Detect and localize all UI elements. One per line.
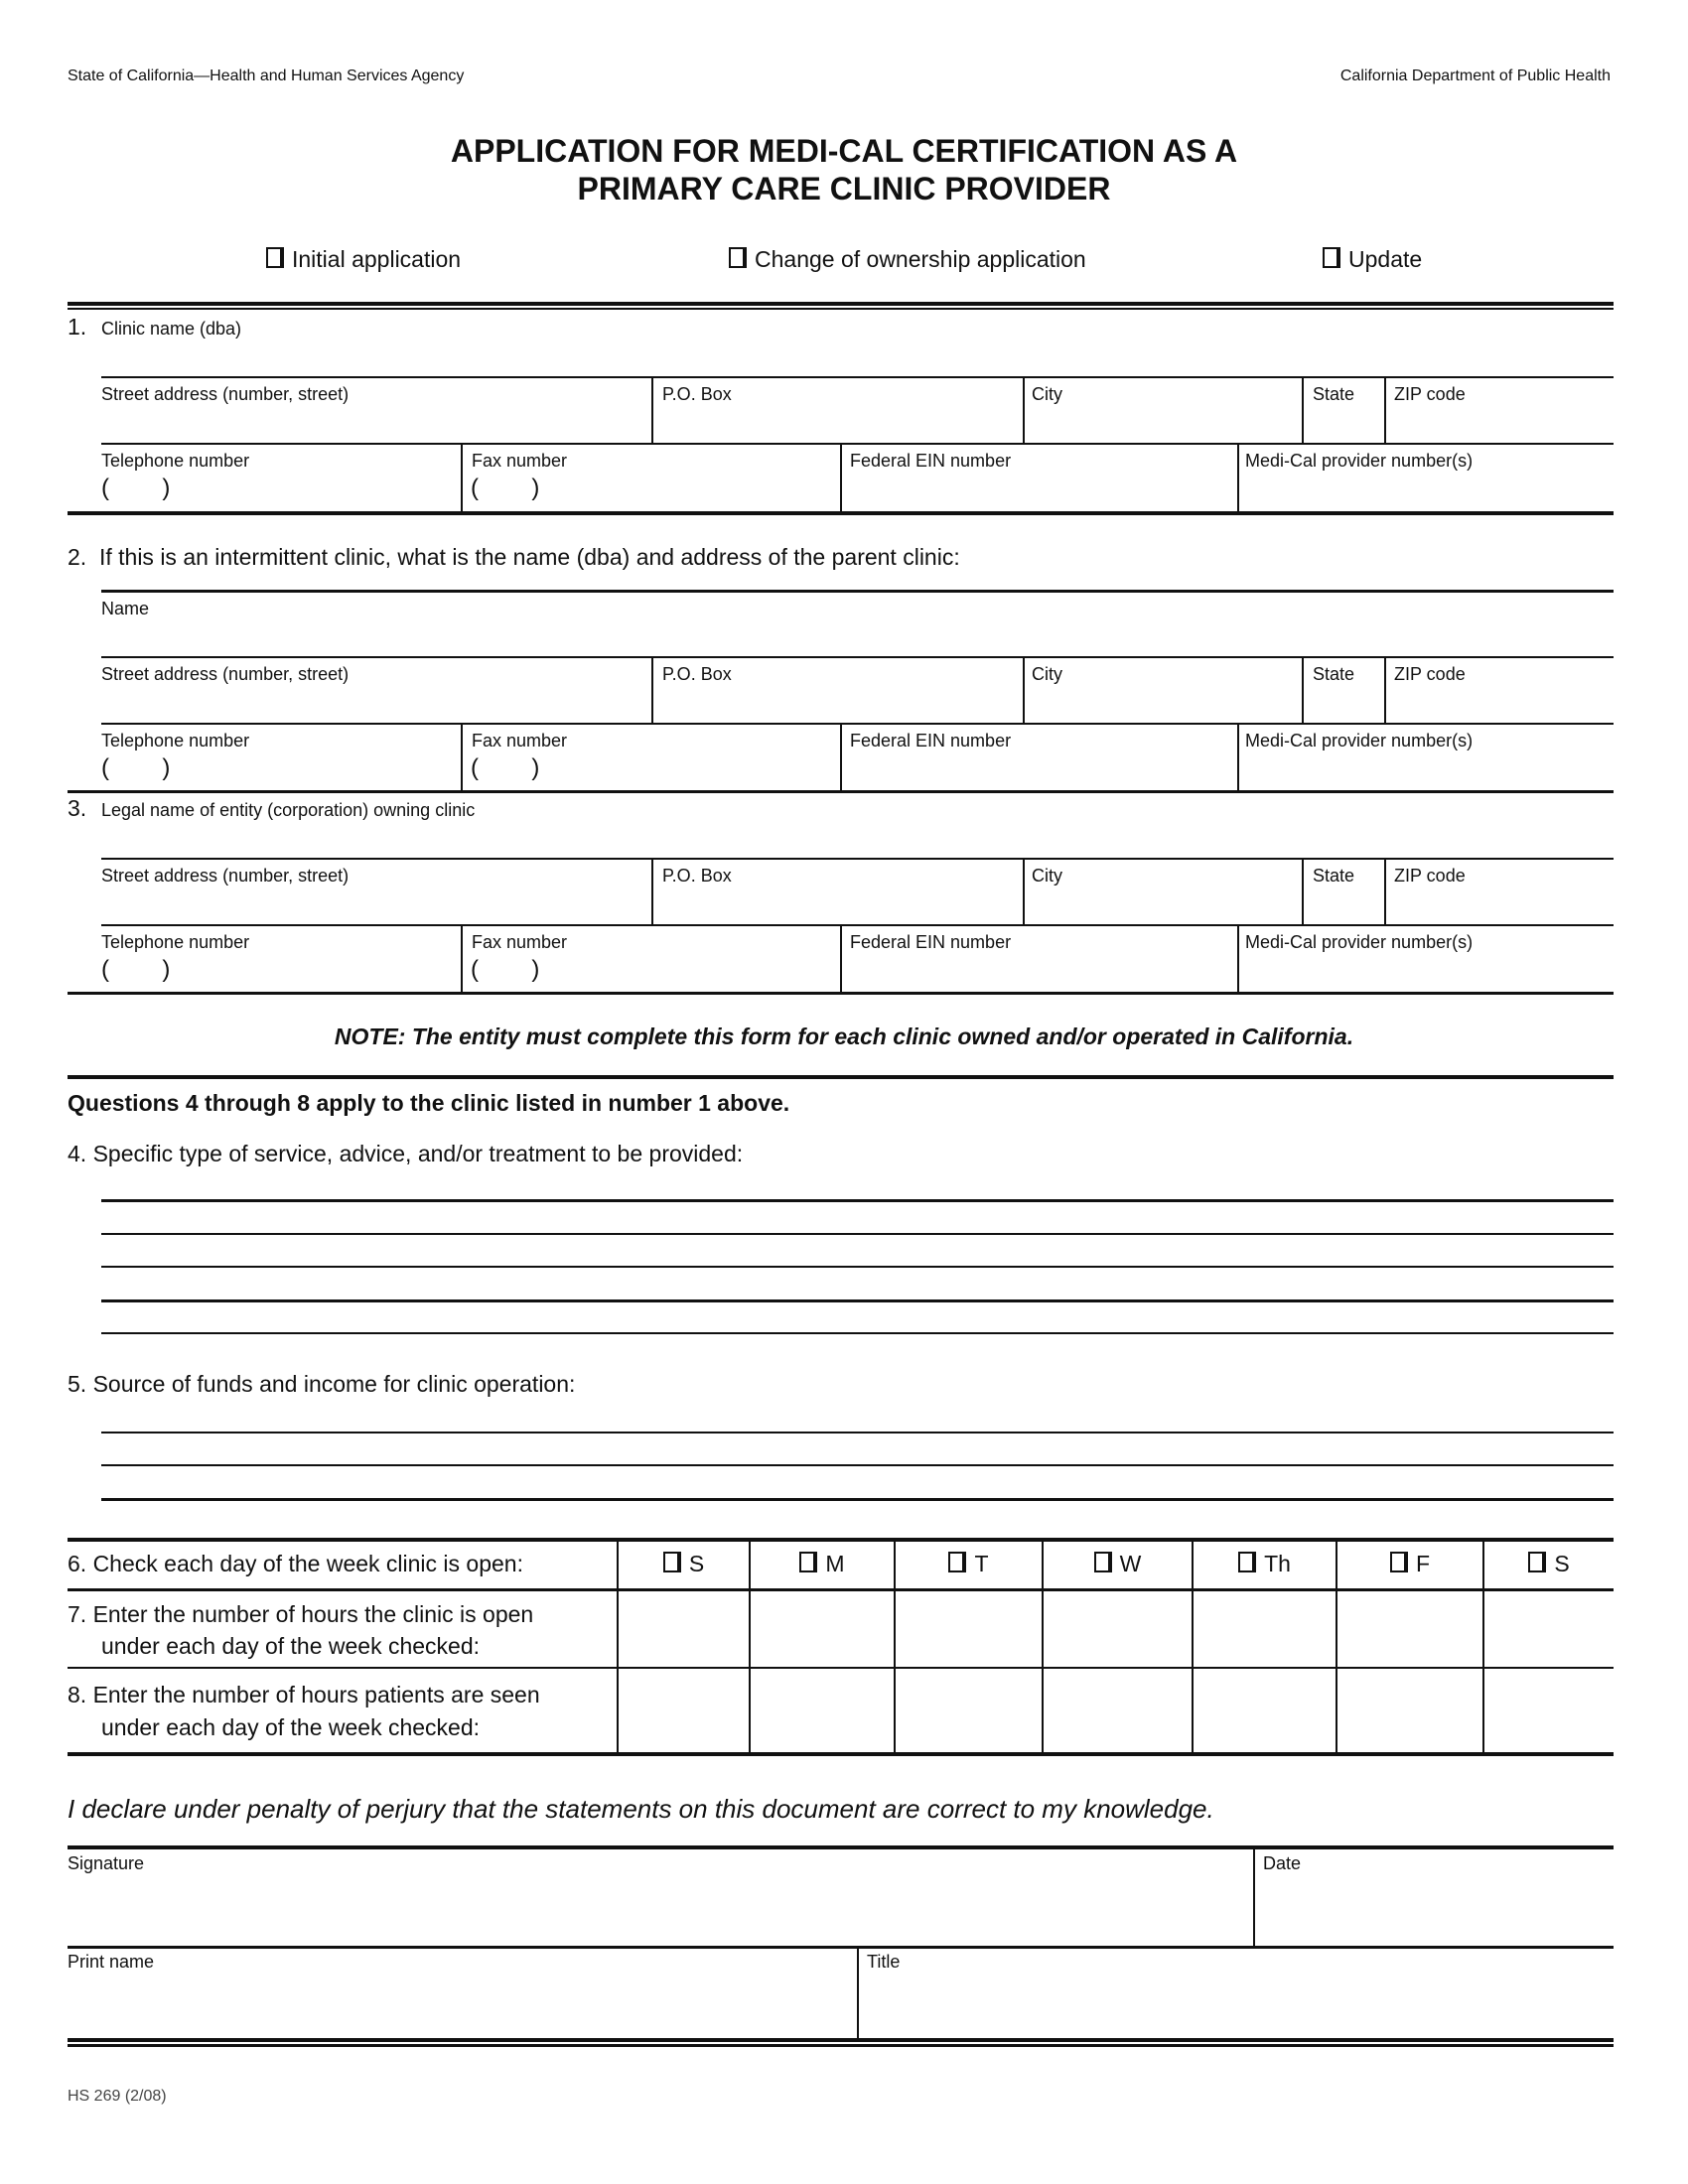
telephone-field[interactable]: Telephone number (101, 451, 250, 471)
q4-label: 4. Specific type of service, advice, and/or treatment to be provided: (68, 1141, 744, 1166)
divider (1023, 858, 1025, 925)
divider (1384, 858, 1386, 925)
checkbox-icon (729, 247, 747, 268)
title-field[interactable]: Title (867, 1952, 901, 1972)
divider (461, 444, 463, 513)
divider (68, 1946, 1614, 1949)
divider (68, 1075, 1614, 1079)
telephone-field[interactable]: Telephone number (101, 731, 250, 751)
divider (1302, 376, 1304, 444)
divider (1023, 376, 1025, 444)
q2-text: If this is an intermittent clinic, what is the name (dba) and address of the parent clinic: (98, 544, 960, 570)
q5-label: 5. Source of funds and income for clinic operation: (68, 1371, 576, 1397)
date-field[interactable]: Date (1263, 1853, 1302, 1873)
clinic-name-field[interactable]: Clinic name (dba) (101, 319, 242, 339)
q8-label-line1: 8. Enter the number of hours patients are seen (68, 1682, 540, 1707)
day-label: W (1119, 1551, 1142, 1576)
divider (1302, 858, 1304, 925)
checkbox-day-wednesday[interactable] (1044, 1551, 1192, 1577)
q4-answer-line[interactable] (101, 1332, 1614, 1334)
zip-code-field[interactable]: ZIP code (1394, 384, 1466, 404)
medical-provider-field[interactable]: Medi-Cal provider number(s) (1245, 932, 1474, 952)
checkbox-day-monday[interactable] (751, 1551, 894, 1577)
checkbox-label: Initial application (292, 246, 462, 272)
clinic-address-block (0, 376, 1688, 515)
divider (1384, 656, 1386, 724)
state-field[interactable]: State (1313, 664, 1355, 684)
divider (101, 723, 1614, 725)
checkbox-icon (1528, 1552, 1546, 1572)
ein-field[interactable]: Federal EIN number (850, 451, 1012, 471)
checkbox-day-tuesday[interactable] (896, 1551, 1042, 1577)
q4-answer-line[interactable] (101, 1299, 1614, 1302)
po-box-field[interactable]: P.O. Box (662, 866, 732, 886)
declaration-text: I declare under penalty of perjury that the statements on this document are correct to my knowledge. (68, 1794, 1214, 1824)
divider (101, 590, 1614, 593)
zip-code-field[interactable]: ZIP code (1394, 664, 1466, 684)
divider (101, 924, 1614, 926)
q8-label-line2: under each day of the week checked: (101, 1714, 481, 1740)
state-field[interactable]: State (1313, 384, 1355, 404)
divider (1237, 925, 1239, 995)
checkbox-icon (799, 1552, 817, 1572)
po-box-field[interactable]: P.O. Box (662, 664, 732, 684)
checkbox-icon (1390, 1552, 1408, 1572)
divider (68, 2044, 1614, 2047)
divider (68, 1667, 1614, 1669)
divider (651, 376, 653, 444)
questions-intro: Questions 4 through 8 apply to the clinic listed in number 1 above. (68, 1090, 790, 1116)
checkbox-change-of-ownership[interactable] (729, 246, 1086, 273)
divider (68, 308, 1614, 310)
q5-answer-line[interactable] (101, 1464, 1614, 1466)
divider (857, 1948, 859, 2039)
checkbox-icon (663, 1552, 681, 1572)
q4-answer-line[interactable] (101, 1266, 1614, 1268)
divider (1253, 1847, 1255, 1947)
street-address-field[interactable]: Street address (number, street) (101, 384, 350, 404)
divider (68, 2038, 1614, 2042)
checkbox-label: Change of ownership application (755, 246, 1086, 272)
street-address-field[interactable]: Street address (number, street) (101, 664, 350, 684)
area-code-parens: ( ) (471, 956, 540, 983)
agency-header: State of California—Health and Human Services Agency (68, 68, 465, 84)
divider (101, 443, 1614, 445)
zip-code-field[interactable]: ZIP code (1394, 866, 1466, 886)
legal-entity-name-field[interactable]: Legal name of entity (corporation) owning clinic (101, 800, 476, 820)
form-title-line1: APPLICATION FOR MEDI-CAL CERTIFICATION AS A (450, 133, 1238, 169)
po-box-field[interactable]: P.O. Box (662, 384, 732, 404)
q7-label-line1: 7. Enter the number of hours the clinic is open (68, 1601, 534, 1627)
day-label: M (825, 1551, 845, 1576)
medical-provider-field[interactable]: Medi-Cal provider number(s) (1245, 451, 1474, 471)
divider (68, 790, 1614, 793)
parent-address-block (0, 656, 1688, 795)
day-label: S (688, 1551, 705, 1576)
checkbox-icon (1238, 1552, 1256, 1572)
divider (840, 724, 842, 793)
city-field[interactable]: City (1032, 866, 1062, 886)
checkbox-update[interactable] (1323, 246, 1422, 273)
divider (68, 992, 1614, 995)
divider (101, 656, 1614, 658)
q4-answer-line[interactable] (101, 1233, 1614, 1235)
q7-label-line2: under each day of the week checked: (101, 1633, 481, 1659)
q3-number: 3. (68, 795, 87, 821)
day-label: S (1554, 1551, 1570, 1576)
fax-field[interactable]: Fax number (472, 932, 568, 952)
area-code-parens: ( ) (471, 475, 540, 501)
divider (68, 1538, 1614, 1542)
divider (1237, 724, 1239, 793)
q6-label: 6. Check each day of the week clinic is open: (68, 1551, 523, 1576)
divider (101, 858, 1614, 860)
street-address-field[interactable]: Street address (number, street) (101, 866, 350, 886)
fax-field[interactable]: Fax number (472, 731, 568, 751)
divider (68, 511, 1614, 515)
print-name-field[interactable]: Print name (68, 1952, 155, 1972)
divider (461, 925, 463, 995)
area-code-parens: ( ) (101, 754, 171, 781)
ein-field[interactable]: Federal EIN number (850, 932, 1012, 952)
divider (461, 724, 463, 793)
divider (68, 1588, 1614, 1591)
q5-answer-line[interactable] (101, 1498, 1614, 1501)
divider (840, 925, 842, 995)
checkbox-day-sunday[interactable] (619, 1551, 749, 1577)
divider (101, 376, 1614, 378)
city-field[interactable]: City (1032, 664, 1062, 684)
state-field[interactable]: State (1313, 866, 1355, 886)
area-code-parens: ( ) (101, 956, 171, 983)
telephone-field[interactable]: Telephone number (101, 932, 250, 952)
department-header: California Department of Public Health (1339, 68, 1611, 84)
parent-name-field[interactable]: Name (101, 599, 150, 618)
q5-answer-line[interactable] (101, 1432, 1614, 1433)
note-text: NOTE: The entity must complete this form for each clinic owned and/or operated in California. (334, 1024, 1354, 1049)
form-title-line2: PRIMARY CARE CLINIC PROVIDER (577, 171, 1111, 206)
form-number: HS 269 (2/08) (68, 2088, 167, 2105)
checkbox-icon (948, 1552, 966, 1572)
day-label: T (974, 1551, 989, 1576)
day-label: Th (1264, 1551, 1291, 1576)
q2-number: 2. (68, 544, 87, 570)
q4-answer-line[interactable] (101, 1199, 1614, 1202)
divider (1023, 656, 1025, 724)
divider (68, 1752, 1614, 1756)
divider (68, 1845, 1614, 1849)
checkbox-day-friday[interactable] (1337, 1551, 1482, 1577)
area-code-parens: ( ) (101, 475, 171, 501)
divider (840, 444, 842, 513)
checkbox-day-saturday[interactable] (1484, 1551, 1614, 1577)
day-label: F (1415, 1551, 1431, 1576)
ein-field[interactable]: Federal EIN number (850, 731, 1012, 751)
q2-label (68, 544, 960, 571)
checkbox-icon (1094, 1552, 1112, 1572)
divider (1384, 376, 1386, 444)
divider (1302, 656, 1304, 724)
checkbox-icon (1323, 247, 1340, 268)
q1-number: 1. (68, 314, 87, 340)
area-code-parens: ( ) (471, 754, 540, 781)
checkbox-label: Update (1348, 246, 1423, 272)
checkbox-day-thursday[interactable] (1194, 1551, 1336, 1577)
city-field[interactable]: City (1032, 384, 1062, 404)
medical-provider-field[interactable]: Medi-Cal provider number(s) (1245, 731, 1474, 751)
checkbox-initial-application[interactable] (266, 246, 461, 273)
divider (651, 858, 653, 925)
checkbox-icon (266, 247, 284, 268)
divider (1237, 444, 1239, 513)
signature-field[interactable]: Signature (68, 1853, 145, 1873)
divider (68, 302, 1614, 306)
fax-field[interactable]: Fax number (472, 451, 568, 471)
divider (651, 656, 653, 724)
entity-address-block (0, 858, 1688, 997)
